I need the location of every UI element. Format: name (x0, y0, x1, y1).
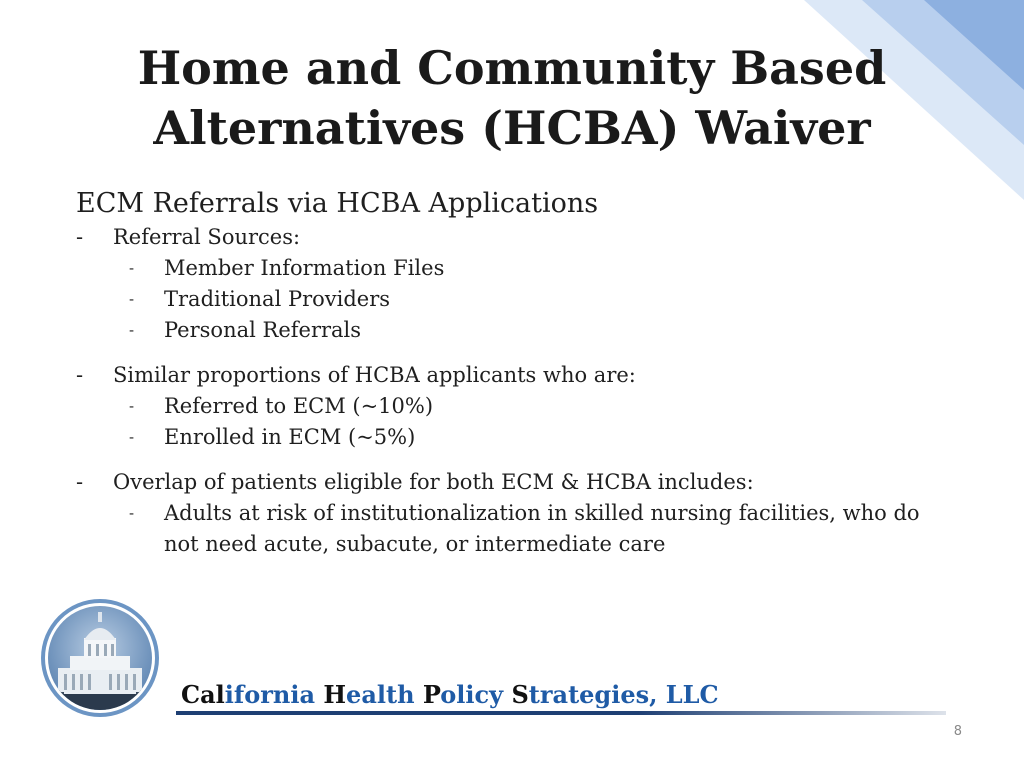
section-heading: ECM Referrals via HCBA Applications (76, 188, 599, 219)
brand-part: ealth (346, 680, 423, 709)
sub-bullet (76, 498, 954, 560)
bullet-similar-proportions (76, 360, 956, 391)
brand-part: H (323, 680, 347, 709)
slide-title-line-1: Home and Community Based (137, 41, 887, 95)
dash-marker: - (129, 428, 135, 446)
dash-marker: - (76, 225, 84, 249)
sub-bullet-text: Traditional Providers (164, 287, 391, 311)
brand-part: P (422, 680, 441, 709)
bullet-text: Similar proportions of HCBA applicants who are: (113, 363, 636, 387)
capitol-seal-logo (40, 598, 160, 718)
sub-bullet (76, 253, 956, 284)
sub-bullet-text: Referred to ECM (~10%) (164, 394, 434, 418)
slide-title (0, 38, 1024, 158)
sub-bullet (76, 391, 956, 422)
bullet-text: Referral Sources: (113, 225, 301, 249)
brand-part: ifornia (224, 680, 324, 709)
sub-bullet (76, 284, 956, 315)
dash-marker: - (129, 397, 135, 415)
brand-part: trategies, LLC (528, 680, 719, 709)
bullet-overlap (76, 467, 956, 498)
bullet-text: Overlap of patients eligible for both ECM & HCBA includes: (113, 470, 754, 494)
bullet-referral-sources (76, 222, 956, 253)
dash-marker: - (76, 470, 84, 494)
sub-bullet (76, 315, 956, 346)
sub-bullet-text: Adults at risk of institutionalization in skilled nursing facilities, who do not need acute, subacute, or intermediate care (164, 501, 920, 556)
page-number: 8 (953, 724, 962, 739)
brand-part: S (511, 680, 529, 709)
dash-marker: - (129, 290, 135, 308)
sub-bullet-text: Personal Referrals (164, 318, 362, 342)
dash-marker: - (76, 363, 84, 387)
brand-part: olicy (440, 680, 512, 709)
sub-bullet-text: Member Information Files (164, 256, 445, 280)
sub-bullet-text: Enrolled in ECM (~5%) (164, 425, 416, 449)
dash-marker: - (129, 504, 135, 522)
dash-marker: - (129, 321, 135, 339)
slide-body (76, 186, 956, 560)
dash-marker: - (129, 259, 135, 277)
brand-part: Cal (181, 680, 225, 709)
footer-rule (176, 711, 946, 715)
sub-bullet (76, 422, 956, 453)
slide-title-line-2: Alternatives (HCBA) Waiver (153, 101, 871, 155)
company-name (181, 678, 719, 712)
